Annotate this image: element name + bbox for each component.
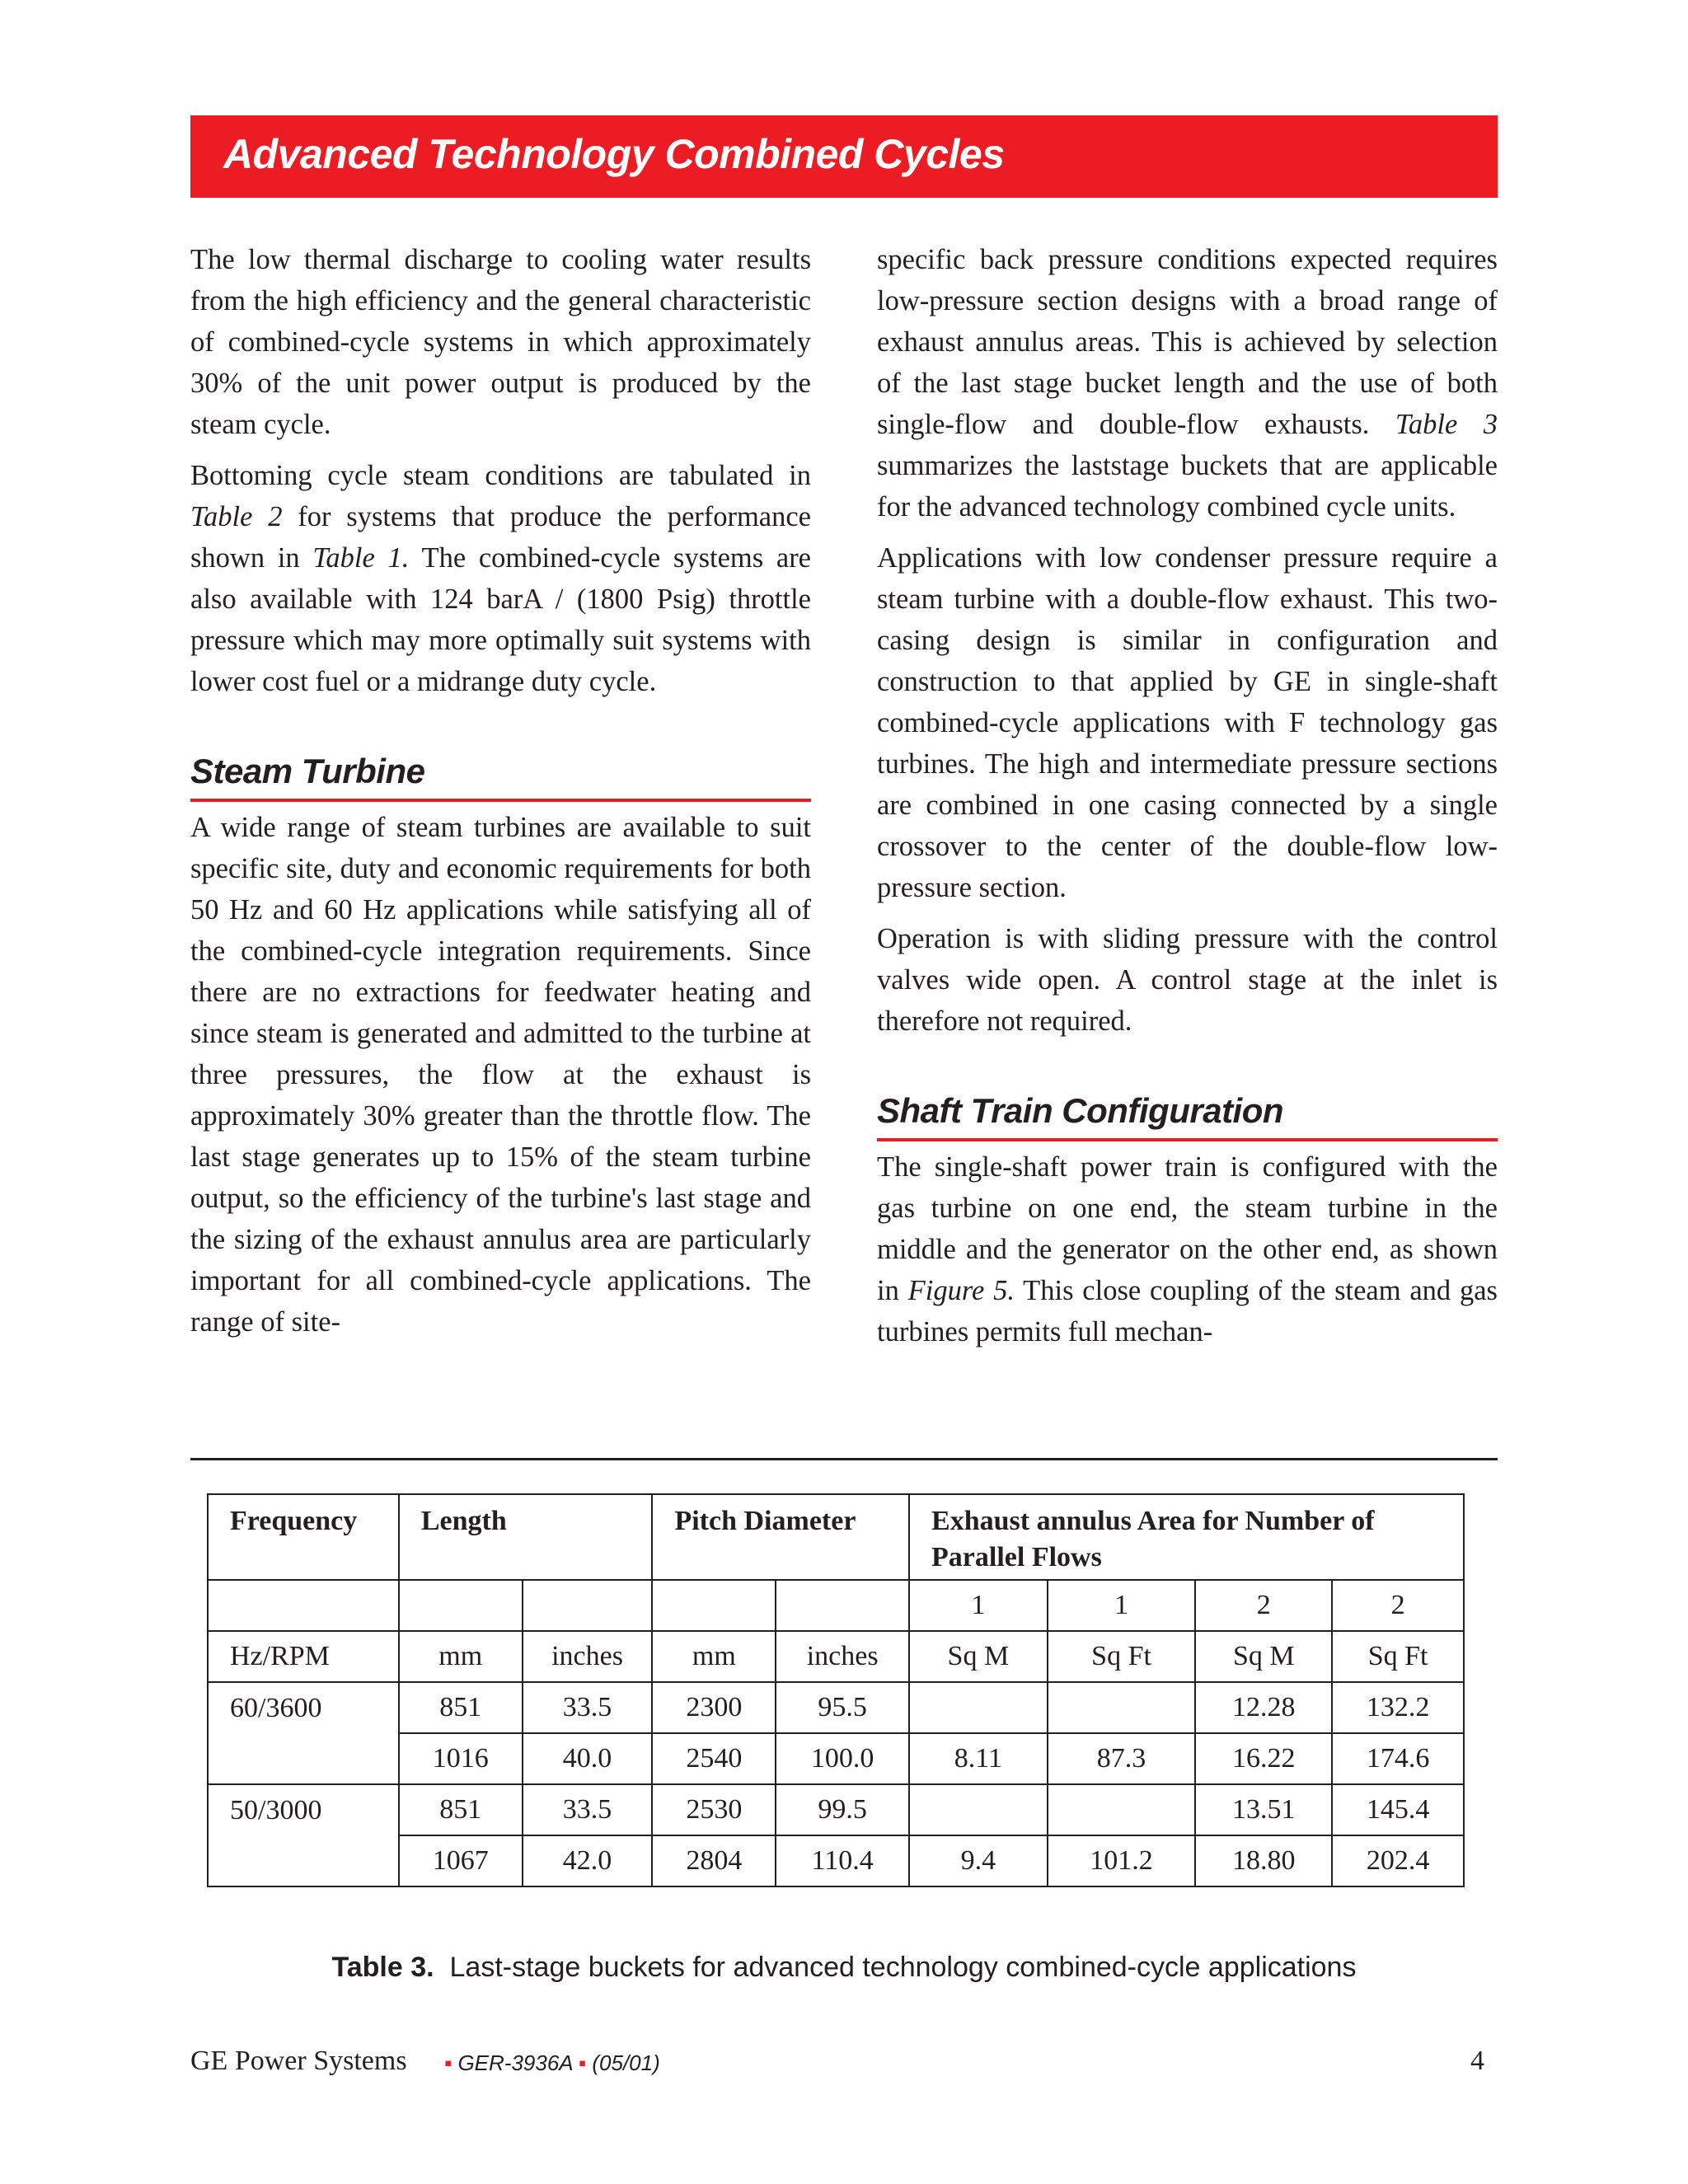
table-cell: 851 xyxy=(399,1784,523,1835)
table-cell: 9.4 xyxy=(909,1835,1048,1886)
left-column xyxy=(190,239,811,1352)
caption-text: Last-stage buckets for advanced technology combined-cycle applications xyxy=(449,1952,1357,1983)
table-cell: Sq M xyxy=(1195,1631,1332,1682)
table-cell-frequency: 50/3000 xyxy=(208,1784,399,1886)
footer-document-id: ▪ GER-3936A ▪ (05/01) xyxy=(444,2050,660,2075)
paragraph: The low thermal discharge to cooling water results from the high efficiency and the general characteristic of combined-cycle systems in which approximately 30% of the unit power output is produced by the steam cycle. xyxy=(190,244,811,440)
table-cell xyxy=(909,1784,1048,1835)
section-heading-steam-turbine: Steam Turbine xyxy=(190,748,811,802)
table-cell: 174.6 xyxy=(1332,1733,1464,1784)
table-reference-link: Table 3 xyxy=(1395,409,1498,440)
figure-reference-link: Figure 5. xyxy=(907,1275,1015,1306)
table-divider-rule xyxy=(190,1458,1498,1460)
table-cell: mm xyxy=(652,1631,776,1682)
table-cell xyxy=(909,1682,1048,1733)
table-cell: 8.11 xyxy=(909,1733,1048,1784)
table-cell: 1 xyxy=(1048,1580,1196,1631)
table-cell: 2300 xyxy=(652,1682,776,1733)
table-cell: Sq Ft xyxy=(1332,1631,1464,1682)
table-cell: 13.51 xyxy=(1195,1784,1332,1835)
table-cell: 1 xyxy=(909,1580,1048,1631)
table-cell xyxy=(1048,1682,1196,1733)
table-cell: 2 xyxy=(1195,1580,1332,1631)
table-cell: inches xyxy=(776,1631,909,1682)
table-cell: 87.3 xyxy=(1048,1733,1196,1784)
table-cell: Hz/RPM xyxy=(208,1631,399,1682)
section-heading-shaft-train: Shaft Train Configuration xyxy=(877,1087,1498,1141)
paragraph: A wide range of steam turbines are available to suit specific site, duty and economic requirements for both 50 Hz and 60 Hz applications while satisfying all of the combined-cycle integration requirements. Since there are no extractions for feedwater heating and since steam is generated and admitted to the turbine at three pressures, the flow at the exhaust is approximately 30% greater than the throttle flow. The last stage generates up to 15% of the steam turbine output, so the efficiency of the turbine's last stage and the sizing of the exhaust annulus area are particularly important for all combined-cycle applications. The range of site- xyxy=(190,812,811,1338)
column-header-frequency: Frequency xyxy=(208,1494,399,1580)
table-cell: 110.4 xyxy=(776,1835,909,1886)
paragraph: Applications with low condenser pressure require a steam turbine with a double-flow exhaust. This two-casing design is similar in configuration and construction to that applied by GE in single-shaft combined-cycle applications with F technology gas turbines. The high and intermediate pressure sections are combined in one casing connected by a single crossover to the center of the double-flow low-pressure section. xyxy=(877,542,1498,903)
paragraph: Bottoming cycle steam conditions are tabulated in Table 2 for systems that produce the performance shown in Table 1. The combined-cycle systems are also available with 124 barA / (1800 Psig) throttle pressure which may more optimally suit systems with lower cost fuel or a midrange duty cycle. xyxy=(190,460,811,697)
table-cell: 2540 xyxy=(652,1733,776,1784)
last-stage-buckets-table xyxy=(207,1493,1465,1887)
paragraph: Operation is with sliding pressure with the control valves wide open. A control stage at the inlet is therefore not required. xyxy=(877,923,1498,1037)
table-cell: Sq Ft xyxy=(1048,1631,1196,1682)
table-cell: 40.0 xyxy=(523,1733,653,1784)
table-cell: 33.5 xyxy=(523,1784,653,1835)
right-column xyxy=(877,239,1498,1362)
table-cell: 2 xyxy=(1332,1580,1464,1631)
table-cell: 42.0 xyxy=(523,1835,653,1886)
page-number: 4 xyxy=(1470,2046,1484,2076)
table-header-row xyxy=(208,1494,1464,1580)
table-cell: 101.2 xyxy=(1048,1835,1196,1886)
table-cell-frequency: 60/3600 xyxy=(208,1682,399,1784)
table-cell: 132.2 xyxy=(1332,1682,1464,1733)
table-cell: inches xyxy=(523,1631,653,1682)
table-cell: 202.4 xyxy=(1332,1835,1464,1886)
table-cell: 1016 xyxy=(399,1733,523,1784)
footer-company: GE Power Systems xyxy=(190,2046,407,2076)
column-header-length: Length xyxy=(399,1494,653,1580)
table-cell: 851 xyxy=(399,1682,523,1733)
table-cell: 95.5 xyxy=(776,1682,909,1733)
table-cell: Sq M xyxy=(909,1631,1048,1682)
table-units-row xyxy=(208,1631,1464,1682)
table-cell: 100.0 xyxy=(776,1733,909,1784)
column-header-pitch-diameter: Pitch Diameter xyxy=(652,1494,909,1580)
table-cell: 16.22 xyxy=(1195,1733,1332,1784)
table-row xyxy=(208,1784,1464,1835)
table-reference-link: Table 2 xyxy=(190,501,283,532)
page-footer xyxy=(190,2046,1484,2087)
page-title: Advanced Technology Combined Cycles xyxy=(223,131,1005,177)
table-reference-link: Table 1. xyxy=(312,542,410,574)
table-cell: 145.4 xyxy=(1332,1784,1464,1835)
paragraph: The single-shaft power train is configured with the gas turbine on one end, the steam turbine in the middle and the generator on the other end, as shown in Figure 5. This close coupling of the steam and gas turbines permits full mechan- xyxy=(877,1151,1498,1347)
table-row xyxy=(208,1682,1464,1733)
table-cell xyxy=(1048,1784,1196,1835)
header-banner xyxy=(190,115,1498,198)
table-cell: 12.28 xyxy=(1195,1682,1332,1733)
caption-label: Table 3. xyxy=(331,1952,434,1983)
table-cell: 33.5 xyxy=(523,1682,653,1733)
table-cell: 2530 xyxy=(652,1784,776,1835)
table-cell: 2804 xyxy=(652,1835,776,1886)
column-header-exhaust-annulus: Exhaust annulus Area for Number of Parallel Flows xyxy=(909,1494,1464,1580)
table-cell: 99.5 xyxy=(776,1784,909,1835)
table-flows-row xyxy=(208,1580,1464,1631)
table-cell: mm xyxy=(399,1631,523,1682)
table-caption xyxy=(0,1952,1688,1984)
table-cell: 18.80 xyxy=(1195,1835,1332,1886)
table-cell: 1067 xyxy=(399,1835,523,1886)
paragraph: specific back pressure conditions expected requires low-pressure section designs with a broad range of exhaust annulus areas. This is achieved by selection of the last stage bucket length and the use of both single-flow and double-flow exhausts. Table 3 summarizes the laststage buckets that are applicable for the advanced technology combined cycle units. xyxy=(877,244,1498,523)
